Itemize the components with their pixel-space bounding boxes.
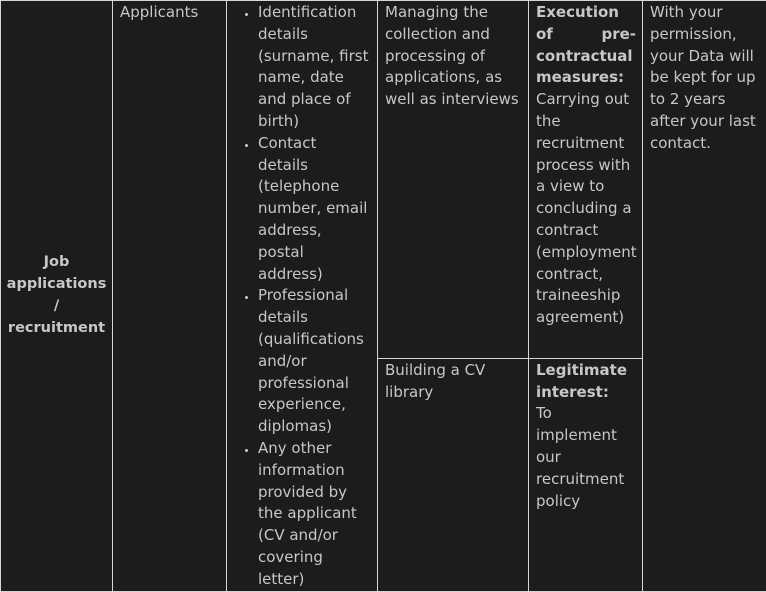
purpose-cell: Managing the collection and processing of applications, as well as interviews xyxy=(378,1,529,359)
legal-basis-cell xyxy=(529,1,643,359)
legal-basis-title: Legitimate interest: xyxy=(536,360,636,404)
legal-basis-cell xyxy=(529,358,643,591)
legal-basis-text: To implement our recruitment policy xyxy=(536,403,636,512)
data-subjects-cell: Applicants xyxy=(113,1,227,592)
legal-basis-title: Execution of pre-contractual measures: xyxy=(536,2,636,89)
legal-basis-text: Carrying out the recruitment process with a view to concluding a contract (employment contract, traineeship agreement) xyxy=(536,89,636,329)
data-categories-cell xyxy=(227,1,378,592)
list-item: • Identification details (surname, first name, date and place of birth) xyxy=(258,2,371,133)
list-item: • Contact details (telephone number, email address, postal address) xyxy=(258,133,371,286)
list-item: • Professional details (qualifications and/or professional experience, diplomas) xyxy=(258,285,371,438)
retention-cell: With your permission, your Data will be kept for up to 2 years after your last contact. xyxy=(643,1,766,592)
list-item: • Any other information provided by the applicant (CV and/or covering letter) xyxy=(258,438,371,591)
table-row xyxy=(1,1,766,359)
processing-category-cell: Job applications / recruitment xyxy=(1,1,113,592)
purpose-cell: Building a CV library xyxy=(378,358,529,591)
data-categories-list xyxy=(234,2,371,591)
